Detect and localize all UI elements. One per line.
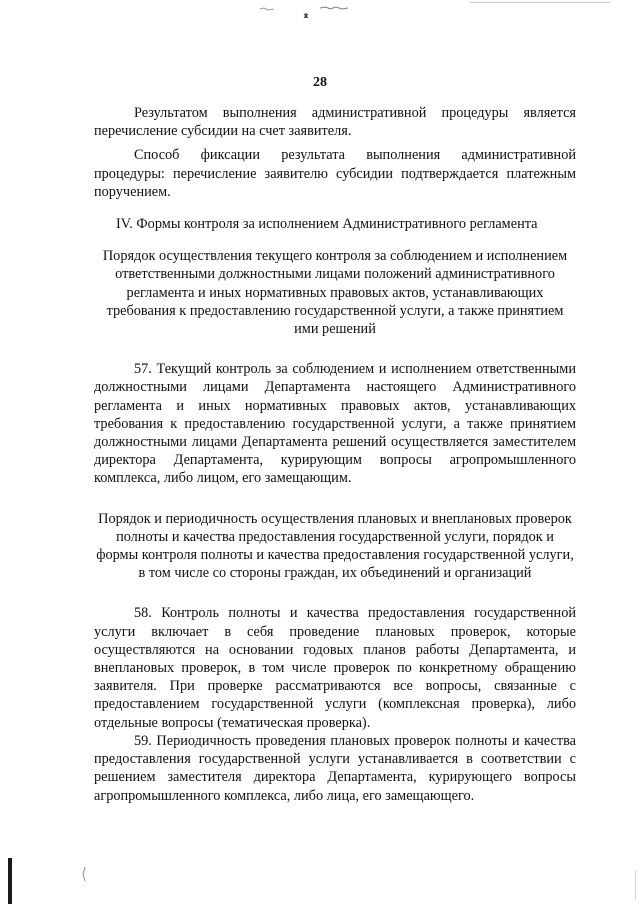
paragraph-item-58: 58. Контроль полноты и качества предоставления государственной услуги включает в себя проведение плановых проверок, которые осуществляются на основании годовых планов работы Департамента, и внеплановых проверок, в том числе проверок по конкретному обращению заявителя. При проверке рассматриваются все вопросы, связанные с предоставлением государственной услуги (комплексная проверка), либо отдельные вопросы (тематическая проверка). [94, 605, 576, 731]
scan-artifact-bottom [80, 866, 88, 882]
page-number: 28 [313, 75, 327, 90]
subheading-current-control: Порядок осуществления текущего контроля за соблюдением и исполнением ответственными должностными лицами положений административного регламента и иных нормативных правовых актов, устанавливающих требования к предоставлению государственной услуги, а также принятием ими решений [102, 248, 568, 338]
scan-artifact-top [250, 4, 370, 18]
subheading-periodicity: Порядок и периодичность осуществления плановых и внеплановых проверок полноты и качества предоставления государственной услуги, порядок и формы контроля полноты и качества предоставления государственной услуги, в том числе со стороны граждан, их объединений и организаций [96, 510, 574, 582]
paragraph-item-59: 59. Периодичность проведения плановых проверок полноты и качества предоставления государственной услуги устанавливается в соответствии с решением заместителя директора Департамента, курирующего вопросы агропромышленного комплекса, либо лица, его замещающего. [94, 732, 576, 804]
document-body [94, 104, 576, 805]
scan-artifact-line [470, 2, 610, 3]
section-title: IV. Формы контроля за исполнением Административного регламента [116, 216, 538, 233]
paragraph-item-57: 57. Текущий контроль за соблюдением и исполнением ответственными должностными лицами Департамента настоящего Административного регламента и иных нормативных правовых актов, устанавливающих требования к предоставлению государственной услуги, а также принятием должностными лицами Департамента решений осуществляется заместителем директора Департамента, курирующим вопросы агропромышленного комплекса, либо лицом, его замещающим. [94, 361, 576, 487]
paragraph-result-fixation: Способ фиксации результата выполнения административной процедуры: перечисление заявителю субсидии подтверждается платежным поручением. [94, 147, 576, 200]
scan-edge-right [635, 870, 636, 900]
paragraph-result-transfer: Результатом выполнения административной процедуры является перечисление субсидии на счет заявителя. [94, 105, 576, 140]
scan-edge-bar [8, 858, 12, 904]
